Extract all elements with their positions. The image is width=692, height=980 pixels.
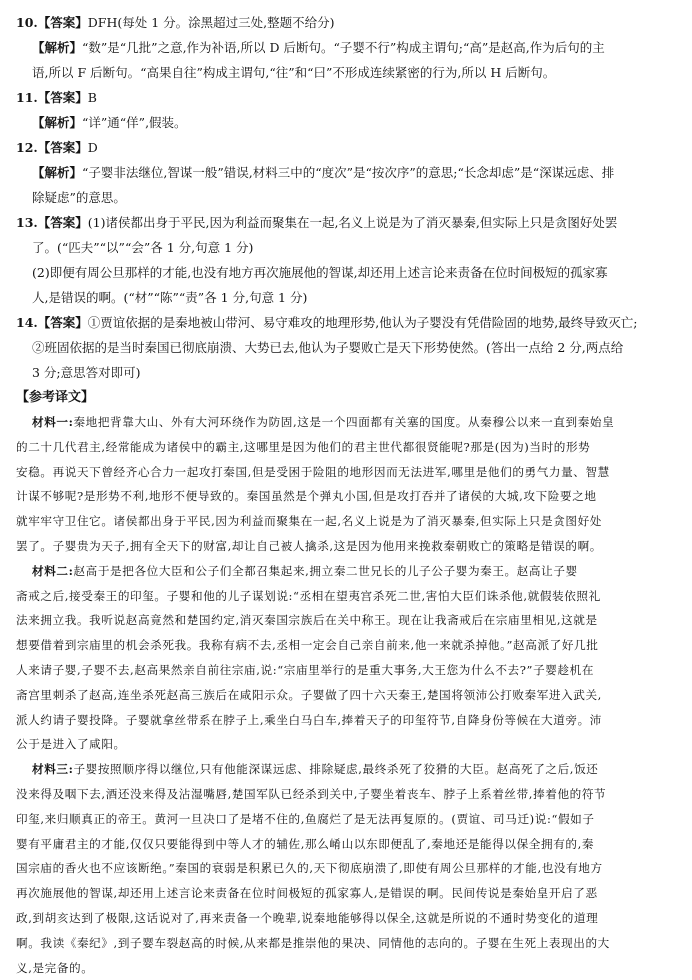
translation-text: 义,是完备的。 [16, 960, 94, 975]
analysis-text: 语,所以 F 后断句。“高果自往”构成主谓句,“往”和“曰”不形成连续紧密的行为,所以 H 后断句。 [32, 65, 556, 80]
translation-text: 印玺,来归顺真正的帝王。黄河一旦决口了是堵不住的,鱼腐烂了是无法再复原的。(贾谊、司马迁)说:“假如子 [16, 811, 595, 826]
answer-10 [16, 10, 676, 35]
question-number: 13. [16, 215, 38, 230]
translation-paragraph-start [16, 757, 676, 782]
translation-line [16, 633, 676, 658]
translation-line [16, 460, 676, 485]
translation-text: 没来得及咽下去,酒还没来得及沾湿嘴唇,楚国军队已经杀到关中,子婴坐着丧车、脖子上系着丝带,捧着他的符节 [16, 786, 607, 801]
translation-line [16, 906, 676, 931]
analysis-10-cont [16, 60, 676, 85]
translation-text: 婴有平庸君主的才能,仅仅只要能得到中等人才的辅佐,那么崤山以东即便乱了,秦地还是能得以保全拥有的,秦 [16, 836, 595, 851]
translation-paragraph-start [16, 410, 676, 435]
answer-label: 【答案】 [37, 15, 88, 30]
answer-label: 【答案】 [37, 140, 88, 155]
answer-13 [16, 210, 676, 235]
question-number: 11. [16, 90, 38, 105]
material-label: 材料二: [32, 563, 74, 578]
translation-line [16, 658, 676, 683]
question-number: 10. [16, 15, 38, 30]
answer-13-part2 [16, 260, 676, 285]
analysis-12-cont [16, 185, 676, 210]
translation-paragraph-start [16, 559, 676, 584]
analysis-11 [16, 110, 676, 135]
answer-text: ②班固依据的是当时秦国已彻底崩溃、大势已去,他认为子婴败亡是天下形势使然。(答出一点给 2 分,两点给 [32, 340, 624, 355]
answer-text: 了。(“匹夫”“以”“会”各 1 分,句意 1 分) [32, 240, 254, 255]
translation-line [16, 881, 676, 906]
question-number: 14. [16, 315, 38, 330]
answer-14-cont2 [16, 360, 676, 385]
translation-text: 再次施展他的智谋,却还用上述言论来责备在位时间极短的孤家寡人,是错误的啊。民间传说是秦始皇开启了恶 [16, 886, 598, 901]
translation-text: 安稳。再说天下曾经齐心合力一起攻打秦国,但是受困于险阻的地形因而无法进军,哪里是他们的勇气力量、智慧 [16, 464, 610, 479]
translation-text: 政,到胡亥达到了极限,这话说对了,再来责备一个晚辈,说秦地能够得以保全,这就是所说的不通时势变化的道理 [16, 910, 599, 925]
translation-text: 斋戒之后,接受秦王的印玺。子婴和他的儿子谋划说:“丞相在望夷宫杀死二世,害怕大臣们诛杀他,就假装依照礼 [16, 588, 601, 603]
answer-text: (1)诸侯都出身于平民,因为利益而聚集在一起,名义上说是为了消灭暴秦,但实际上只是贪图好处罢 [87, 215, 618, 230]
translation-line [16, 931, 676, 956]
answer-text: 人,是错误的啊。(“材”“陈”“责”各 1 分,句意 1 分) [32, 290, 308, 305]
material-label: 材料一: [32, 415, 74, 429]
answer-label: 【答案】 [37, 215, 88, 230]
translation-line [16, 782, 676, 807]
translation-line [16, 584, 676, 609]
translation-text: 国宗庙的香火也不应该断绝。”秦国的衰弱是积累已久的,天下彻底崩溃了,即使有周公旦那样的才能,也没有地方 [16, 861, 603, 876]
translation-text: 法来拥立我。我听说赵高竟然和楚国约定,消灭秦国宗族后在关中称王。现在让我斋戒后在宗庙里相见,这就是 [16, 613, 598, 628]
answer-14-cont [16, 335, 676, 360]
analysis-label: 【解析】 [32, 40, 83, 55]
material-label: 材料三: [32, 762, 74, 777]
answer-13-part2-cont [16, 285, 676, 310]
translation-line [16, 484, 676, 509]
translation-heading: 【参考译文】 [16, 390, 95, 405]
translation-text: 派人约请子婴投降。子婴就拿丝带系在脖子上,乘坐白马白车,捧着天子的印玺符节,自降身份等候在大道旁。沛 [16, 712, 602, 727]
translation-line [16, 832, 676, 857]
translation-line [16, 509, 676, 534]
translation-line [16, 534, 676, 559]
question-number: 12. [16, 140, 38, 155]
answer-text: 3 分;意思答对即可) [32, 365, 141, 380]
analysis-text: “子婴非法继位,智谋一般”错误,材料三中的“度次”是“按次序”的意思;“长念却虑”是“深谋远虑、排 [82, 165, 615, 180]
answer-label: 【答案】 [37, 315, 88, 330]
translation-text: 啊。我读《秦纪》,到子婴车裂赵高的时候,从来都是推崇他的果决、同情他的志向的。子婴在生死上表现出的大 [16, 935, 610, 950]
translation-text: 计谋不够呢?是形势不利,地形不便导致的。秦国虽然是个弹丸小国,但是攻打吞并了诸侯的大城,攻下险要之地 [16, 489, 597, 504]
translation-text: 罢了。子婴贵为天子,拥有全天下的财富,却让自己被人擒杀,这是因为他用来挽救秦朝败亡的策略是错误的啊。 [16, 538, 602, 553]
translation-line [16, 608, 676, 633]
translation-text: 想要借着到宗庙里的机会杀死我。我称有病不去,丞相一定会自己亲自前来,他一来就杀掉他。”赵高派了好几批 [16, 638, 599, 653]
answer-text: (2)即便有周公旦那样的才能,也没有地方再次施展他的智谋,却还用上述言论来责备在位时间极短的孤家寡 [32, 265, 608, 280]
translation-line [16, 856, 676, 881]
answer-text: ①贾谊依据的是秦地被山带河、易守难攻的地理形势,他认为子婴没有凭借险固的地势,最终导致灭亡; [87, 315, 638, 330]
translation-line [16, 807, 676, 832]
translation-text: 就牢牢守卫住它。诸侯都出身于平民,因为利益而聚集在一起,名义上说是为了消灭暴秦,但实际上只是贪图好处 [16, 514, 602, 529]
translation-text: 赵高于是把各位大臣和公子们全都召集起来,拥立秦二世兄长的儿子公子婴为秦王。赵高让子婴 [73, 563, 578, 578]
translation-line [16, 732, 676, 757]
analysis-text: “详”通“佯”,假装。 [82, 115, 187, 130]
answer-text: B [87, 90, 97, 105]
translation-line [16, 683, 676, 708]
analysis-text: “数”是“几批”之意,作为补语,所以 D 后断句。“子婴不行”构成主谓句;“高”是赵高,作为后句的主 [82, 40, 605, 55]
answer-text: DFH(每处 1 分。涂黑超过三处,整题不给分) [87, 15, 335, 30]
answer-14 [16, 310, 676, 335]
answer-13-cont [16, 235, 676, 260]
answer-label: 【答案】 [37, 90, 88, 105]
translation-text: 人来请子婴,子婴不去,赵高果然亲自前往宗庙,说:“宗庙里举行的是重大事务,大王您为什么不去?”子婴趁机在 [16, 662, 595, 677]
translation-text: 秦地把背靠大山、外有大河环绕作为防固,这是一个四面都有关塞的国度。从秦穆公以来一直到秦始皇 [73, 415, 615, 429]
analysis-label: 【解析】 [32, 115, 83, 130]
translation-text: 的二十几代君主,经常能成为诸侯中的霸主,这哪里是因为他们的君主世代都很贤能呢?那是(因为)当时的形势 [16, 439, 591, 454]
translation-text: 斋宫里刺杀了赵高,连坐杀死赵高三族后在咸阳示众。子婴做了四十六天秦王,楚国将领沛公打败秦军进入武关, [16, 687, 602, 702]
translation-line [16, 956, 676, 980]
analysis-12 [16, 160, 676, 185]
answer-11 [16, 85, 676, 110]
translation-text: 公于是进入了咸阳。 [16, 737, 126, 752]
analysis-label: 【解析】 [32, 165, 83, 180]
translation-text: 子婴按照顺序得以继位,只有他能深谋远虑、排除疑虑,最终杀死了狡猾的大臣。赵高死了之后,饭还 [73, 762, 599, 777]
translation-line [16, 708, 676, 733]
answer-text: D [87, 140, 98, 155]
translation-body [16, 410, 676, 980]
answer-12 [16, 135, 676, 160]
analysis-10 [16, 35, 676, 60]
translation-line [16, 435, 676, 460]
analysis-text: 除疑虑”的意思。 [32, 190, 126, 205]
